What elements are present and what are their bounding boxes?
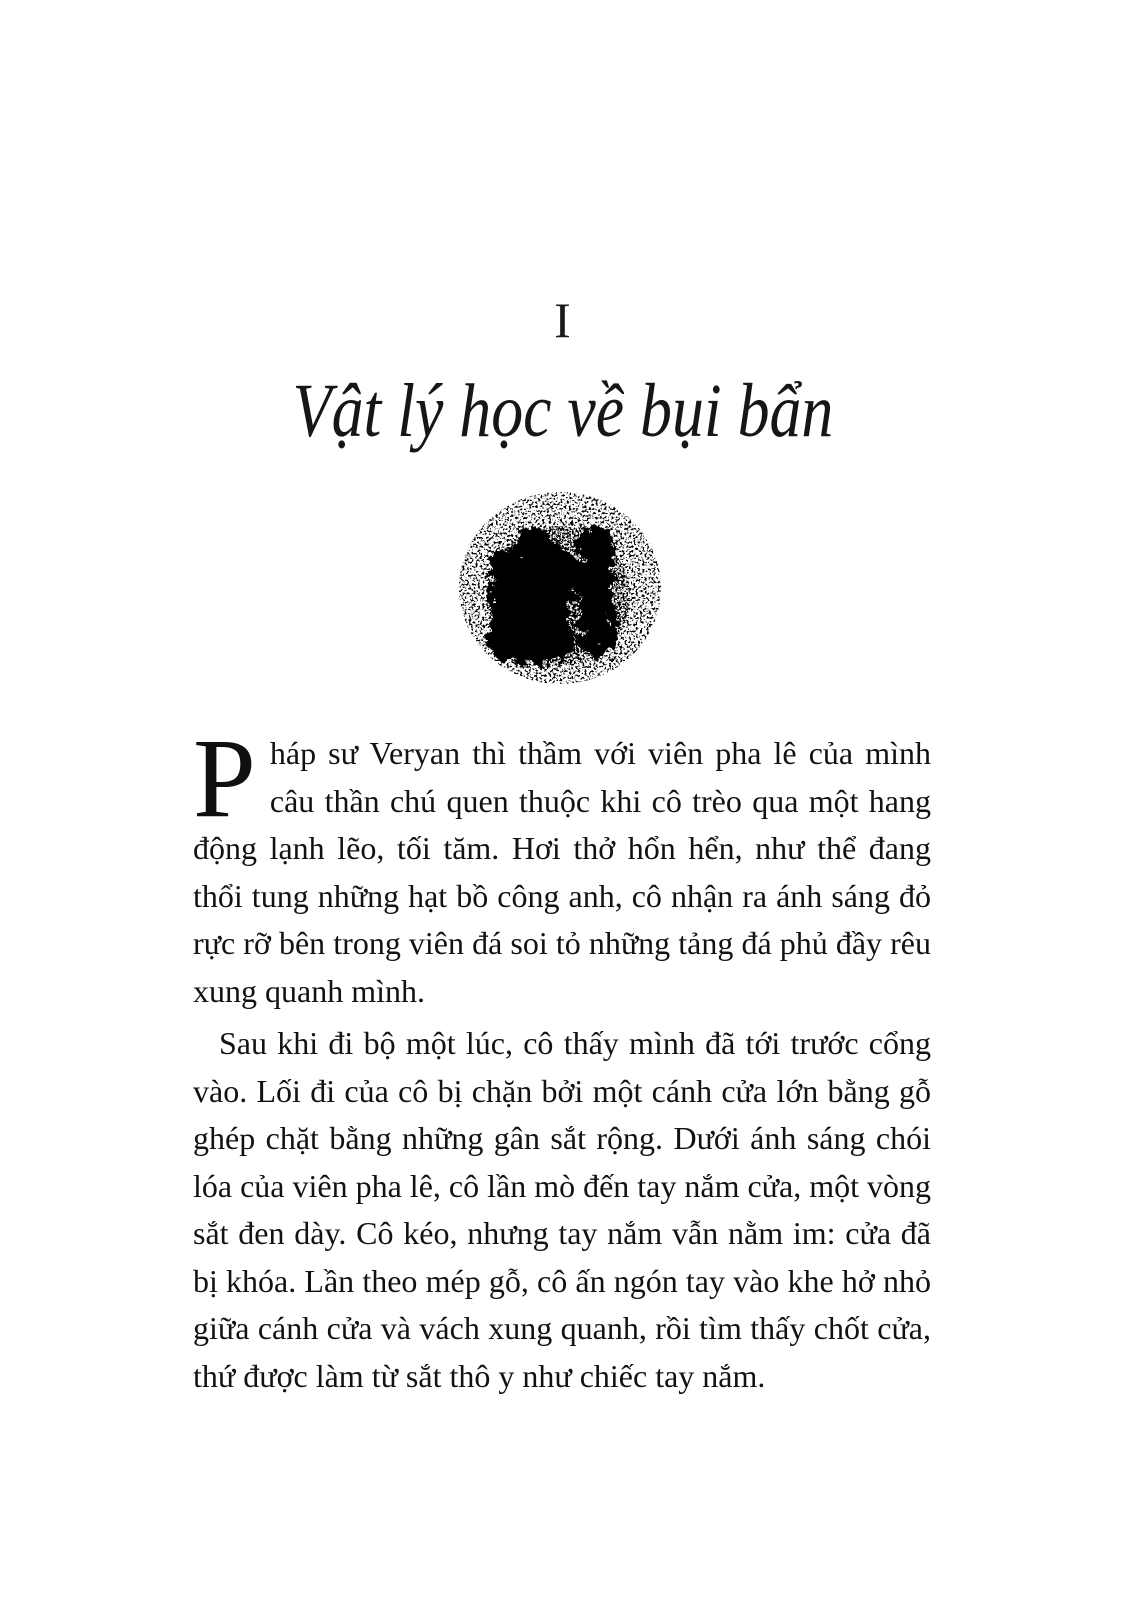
- chapter-body: [193, 716, 931, 1400]
- paragraph-1: [193, 716, 931, 1015]
- drop-cap: P: [193, 716, 256, 841]
- ink-smudge-ornament: [456, 484, 671, 696]
- paragraph-1-text: háp sư Veryan thì thầm với viên pha lê của mình câu thần chú quen thuộc khi cô trèo qua một hang động lạnh lẽo, tối tăm. Hơi thở hổn hển, như thể đang thổi tung những hạt bồ công anh, cô nhận ra ánh sáng đỏ rực rỡ bên trong viên đá soi tỏ những tảng đá phủ đầy rêu xung quanh mình.: [193, 735, 931, 1009]
- chapter-title: Vật lý học về bụi bẩn: [292, 369, 834, 453]
- paragraph-2: Sau khi đi bộ một lúc, cô thấy mình đã tới trước cổng vào. Lối đi của cô bị chặn bởi một cánh cửa lớn bằng gỗ ghép chặt bằng những gân sắt rộng. Dưới ánh sáng chói lóa của viên pha lê, cô lần mò đến tay nắm cửa, một vòng sắt đen dày. Cô kéo, nhưng tay nắm vẫn nằm im: cửa đã bị khóa. Lần theo mép gỗ, cô ấn ngón tay vào khe hở nhỏ giữa cánh cửa và vách xung quanh, rồi tìm thấy chốt cửa, thứ được làm từ sắt thô y như chiếc tay nắm.: [193, 1025, 931, 1394]
- chapter-number: I: [554, 292, 572, 348]
